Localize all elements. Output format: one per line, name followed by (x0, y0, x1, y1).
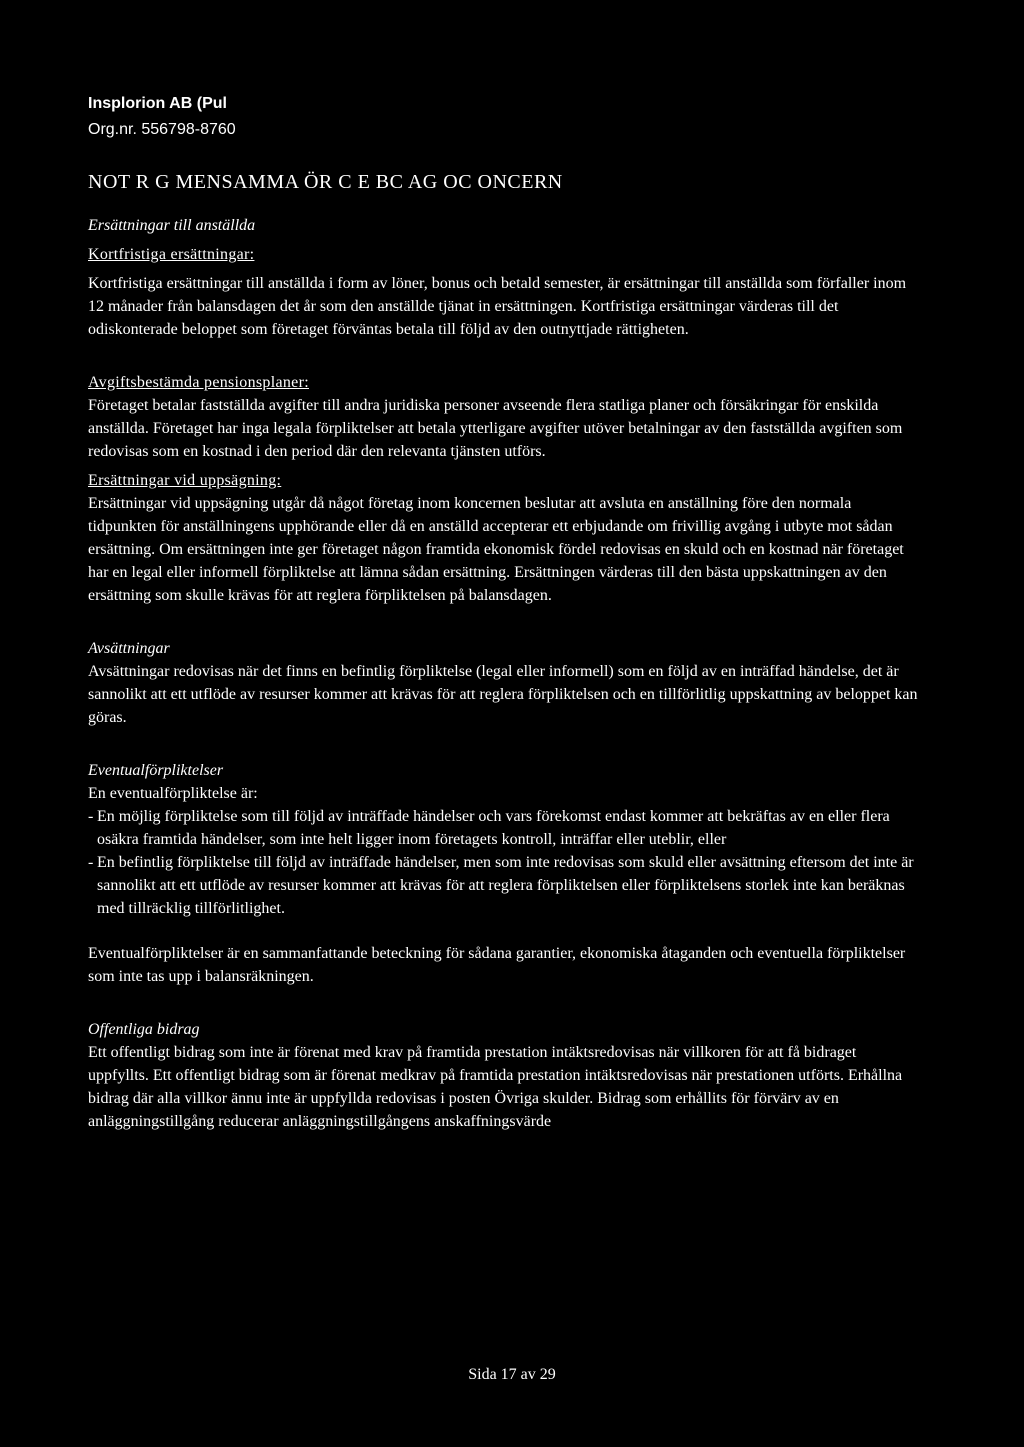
section-title-contingent-liabilities: Eventualförpliktelser (88, 762, 224, 779)
paragraph-government-grants: Ett offentligt bidrag som inte är förenat med krav på framtida prestation intäktsredovisas när villkoren för att få bidraget uppfyllts. Ett offentligt bidrag som är förenat medkrav på framtida prestation intäktsredovisas när prestationen utförts. Erhållna bidrag där alla villkor ännu inte är uppfyllda redovisas i posten Övriga skulder. Bidrag som erhållits för förvärv av en anläggningstillgång reducerar anläggningstillgångens anskaffningsvärde (88, 1044, 903, 1130)
note-heading: NOT R G MENSAMMA ÖR C E BC AG OC ONCERN (88, 171, 563, 193)
org-number: Org.nr. 556798-8760 (88, 121, 236, 138)
section-title-provisions: Avsättningar (88, 640, 170, 657)
subtitle-termination: Ersättningar vid uppsägning: (88, 472, 282, 489)
contingent-list (88, 805, 918, 920)
list-item-text: En befintlig förpliktelse till följd av inträffade händelser, men som inte redovisas som skuld eller avsättning eftersom det inte är sannolikt att ett utflöde av resurser kommer att krävas för att reglera förpliktelsen eller förpliktelsens storlek inte kan beräknas med tillräcklig tillförlitlighet. (97, 854, 914, 917)
paragraph-pension-plans: Företaget betalar fastställda avgifter till andra juridiska personer avseende flera statliga planer och försäkringar för enskilda anställda. Företaget har inga legala förpliktelser att betala ytterligare avgifter utöver betalningar av den fastställda avgiften som redovisas som en kostnad i den period där den relevanta tjänsten utförs. (88, 397, 903, 460)
paragraph-termination: Ersättningar vid uppsägning utgår då något företag inom koncernen beslutar att avsluta en anställning före den normala tidpunkten för anställningens upphörande eller då en anställd accepterar ett erbjudande om frivillig avgång i utbyte mot sådan ersättning. Om ersättningen inte ger företaget någon framtida ekonomisk fördel redovisas en skuld och en kostnad när företaget har en legal eller informell förpliktelse att lämna sådan ersättning. Ersättningen värderas till den bästa uppskattningen av den ersättning som skulle krävas för att reglera förpliktelsen på balansdagen. (88, 495, 904, 604)
paragraph-contingent-closing: Eventualförpliktelser är en sammanfattande beteckning för sådana garantier, ekonomiska åtaganden och eventuella förpliktelser som inte tas upp i balansräkningen. (88, 945, 906, 985)
list-item (88, 805, 918, 851)
subtitle-short-term: Kortfristiga ersättningar: (88, 246, 255, 263)
dash-bullet: - (88, 808, 94, 825)
list-item-text: En möjlig förpliktelse som till följd av inträffade händelser och vars förekomst endast kommer att bekräftas av en eller flera osäkra framtida händelser, som inte helt ligger inom företagets kontroll, inträffar eller uteblir, eller (97, 808, 890, 848)
subtitle-pension-plans: Avgiftsbestämda pensionsplaner: (88, 374, 309, 391)
section-title-government-grants: Offentliga bidrag (88, 1021, 200, 1038)
section-title-employee-compensation: Ersättningar till anställda (88, 217, 256, 234)
page-number: Sida 17 av 29 (468, 1366, 556, 1383)
dash-bullet: - (88, 854, 94, 871)
paragraph-short-term: Kortfristiga ersättningar till anställda i form av löner, bonus och betald semester, är ersättningar till anställda som förfaller inom 12 månader från balansdagen det år som den anställde tjänat in ersättningen. Kortfristiga ersättningar värderas till det odiskonterade beloppet som företaget förväntas betala till följd av den outnyttjade rättigheten. (88, 275, 907, 338)
company-name: Insplorion AB (Pul (88, 95, 227, 112)
document-body (88, 214, 918, 1133)
list-item (88, 851, 918, 920)
paragraph-contingent-intro: En eventualförpliktelse är: (88, 785, 258, 802)
paragraph-provisions: Avsättningar redovisas när det finns en befintlig förpliktelse (legal eller informell) som en följd av en inträffad händelse, det är sannolikt att ett utflöde av resurser kommer att krävas för att reglera förpliktelsen och en tillförlitlig uppskattning av beloppet kan göras. (88, 663, 918, 726)
